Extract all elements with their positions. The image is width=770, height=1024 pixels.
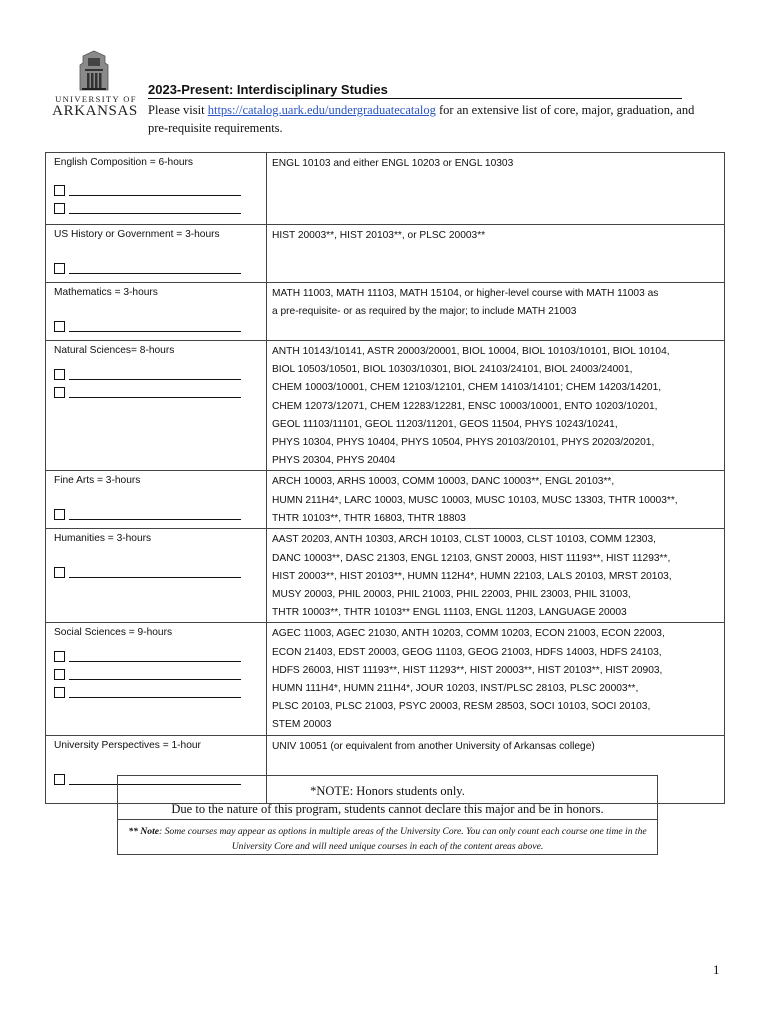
course-list-line: STEM 20003 [272, 719, 332, 731]
checkbox[interactable] [54, 369, 65, 380]
honors-note-line2: Due to the nature of this program, students cannot declare this major and be in honors. [171, 802, 604, 816]
course-blank-line[interactable] [69, 370, 241, 380]
requirement-row [46, 341, 725, 471]
course-checkbox-row[interactable] [54, 380, 260, 398]
checkbox[interactable] [54, 687, 65, 698]
course-checkbox-row[interactable] [54, 178, 260, 196]
requirement-row [46, 283, 725, 341]
course-checkbox-row[interactable] [54, 314, 260, 332]
logo-university-of: UNIVERSITY OF [55, 94, 137, 104]
course-list-line: HDFS 26003, HIST 11193**, HIST 11293**, HIST 20003**, HIST 20103**, HIST 20903, [272, 664, 663, 676]
course-list-line: CHEM 10003/10001, CHEM 12103/12101, CHEM 14103/14101; CHEM 14203/14201, [272, 382, 662, 394]
course-list-line: PHYS 20304, PHYS 20404 [272, 455, 396, 467]
requirement-area-label: Mathematics = 3-hours [54, 287, 158, 298]
course-checkbox-row[interactable] [54, 256, 260, 274]
honors-note-box [117, 775, 658, 855]
requirement-area-label: Fine Arts = 3-hours [54, 475, 141, 487]
requirement-row [46, 225, 725, 283]
course-list-line: THTR 10103**, THTR 16803, THTR 18803 [272, 512, 466, 524]
intro-after: for an extensive list of core, major, graduation, and pre-requisite requirements. [148, 103, 695, 135]
course-list-line: AAST 20203, ANTH 10303, ARCH 10103, CLST 10003, CLST 10103, COMM 12303, [272, 534, 656, 546]
checkbox[interactable] [54, 509, 65, 520]
course-list-line: ECON 21403, EDST 20003, GEOG 11103, GEOG 21003, HDFS 14003, HDFS 24103, [272, 646, 662, 658]
course-list-line: PHYS 10304, PHYS 10404, PHYS 10504, PHYS 20103/20101, PHYS 20203/20201, [272, 437, 655, 449]
course-checkbox-row[interactable] [54, 680, 260, 698]
course-list-line: MUSY 20003, PHIL 20003, PHIL 21003, PHIL 22003, PHIL 23003, PHIL 31003, [272, 589, 631, 601]
requirement-area-label: Natural Sciences= 8-hours [54, 345, 175, 356]
intro-before: Please visit [148, 103, 208, 117]
requirement-area-label: Humanities = 3-hours [54, 533, 152, 545]
requirement-area-label: US History or Government = 3-hours [54, 229, 220, 240]
requirement-area-cell [46, 225, 267, 283]
course-list-line: UNIV 10051 (or equivalent from another University of Arkansas college) [272, 740, 595, 752]
course-list-line: HIST 20003**, HIST 20103**, or PLSC 20003** [272, 230, 486, 241]
requirement-area-label: Social Sciences = 9-hours [54, 627, 173, 639]
course-blank-line[interactable] [69, 568, 241, 578]
page-title: 2023-Present: Interdisciplinary Studies [148, 82, 682, 99]
checkbox[interactable] [54, 203, 65, 214]
honors-note [118, 776, 657, 820]
checkbox[interactable] [54, 774, 65, 785]
checkbox[interactable] [54, 669, 65, 680]
requirement-area-label: University Perspectives = 1-hour [54, 739, 201, 751]
requirement-courses-cell [267, 283, 725, 341]
university-logo [52, 50, 138, 120]
course-list-line: ANTH 10143/10141, ASTR 20003/20001, BIOL 10004, BIOL 10103/10101, BIOL 10104, [272, 346, 670, 357]
requirement-courses-cell [267, 471, 725, 529]
requirement-area-cell [46, 341, 267, 471]
requirement-courses-cell [267, 623, 725, 735]
course-list-line: BIOL 10503/10501, BIOL 10303/10301, BIOL 24103/24101, BIOL 24003/24001, [272, 364, 633, 376]
course-list-line: GEOL 11103/11101, GEOL 11203/11201, GEOS 11504, PHYS 10243/10241, [272, 418, 618, 430]
checkbox[interactable] [54, 387, 65, 398]
course-checkbox-row[interactable] [54, 196, 260, 214]
course-blank-line[interactable] [69, 510, 241, 520]
course-list-line: ARCH 10003, ARHS 10003, COMM 10003, DANC 10003**, ENGL 20103**, [272, 476, 615, 488]
course-list-line: DANC 10003**, DASC 21303, ENGL 12103, GNST 20003, HIST 11193**, HIST 11293**, [272, 552, 671, 564]
requirement-row [46, 623, 725, 735]
requirement-area-cell [46, 471, 267, 529]
course-list-line: THTR 10003**, THTR 10103** ENGL 11103, ENGL 11203, LANGUAGE 20003 [272, 607, 627, 619]
checkbox[interactable] [54, 263, 65, 274]
honors-note-line1: *NOTE: Honors students only. [310, 784, 465, 798]
course-blank-line[interactable] [69, 688, 241, 698]
course-blank-line[interactable] [69, 670, 241, 680]
course-list-line: PLSC 20103, PLSC 21003, PSYC 20003, RESM 28503, SOCI 10103, SOCI 20103, [272, 701, 651, 713]
course-checkbox-row[interactable] [54, 362, 260, 380]
old-main-tower-icon [79, 50, 109, 92]
requirement-courses-cell [267, 341, 725, 471]
requirement-row [46, 153, 725, 225]
requirement-area-label: English Composition = 6-hours [54, 157, 194, 168]
requirement-area-cell [46, 153, 267, 225]
catalog-link[interactable]: https://catalog.uark.edu/undergraduatecatalog [207, 103, 436, 117]
requirements-table [45, 152, 725, 804]
course-list-line: HUMN 111H4*, HUMN 211H4*, JOUR 10203, INST/PLSC 28103, PLSC 20003**, [272, 683, 639, 695]
core-course-note [118, 820, 657, 854]
requirement-courses-cell [267, 529, 725, 623]
course-blank-line[interactable] [69, 264, 241, 274]
core-note-label: ** Note [128, 826, 160, 837]
requirement-area-cell [46, 529, 267, 623]
course-list-line: AGEC 11003, AGEC 21030, ANTH 10203, COMM 10203, ECON 21003, ECON 22003, [272, 628, 665, 640]
logo-arkansas: ARKANSAS [52, 103, 138, 119]
course-blank-line[interactable] [69, 186, 241, 196]
course-list-line: a pre-requisite- or as required by the major; to include MATH 21003 [272, 306, 577, 318]
course-blank-line[interactable] [69, 388, 241, 398]
requirement-area-cell [46, 623, 267, 735]
course-checkbox-row[interactable] [54, 560, 260, 578]
requirement-courses-cell [267, 153, 725, 225]
requirement-row [46, 529, 725, 623]
checkbox[interactable] [54, 567, 65, 578]
course-blank-line[interactable] [69, 652, 241, 662]
intro-text [148, 101, 708, 137]
course-checkbox-row[interactable] [54, 662, 260, 680]
page-number: 1 [713, 962, 720, 977]
course-checkbox-row[interactable] [54, 502, 260, 520]
course-list-line: HIST 20003**, HIST 20103**, HUMN 112H4*, HUMN 22103, LALS 20103, MRST 20103, [272, 570, 672, 582]
requirement-courses-cell [267, 225, 725, 283]
checkbox[interactable] [54, 321, 65, 332]
requirement-area-cell [46, 283, 267, 341]
course-blank-line[interactable] [69, 204, 241, 214]
course-list-line: ENGL 10103 and either ENGL 10203 or ENGL 10303 [272, 158, 514, 169]
course-checkbox-row[interactable] [54, 644, 260, 662]
course-list-line: MATH 11003, MATH 11103, MATH 15104, or higher-level course with MATH 11003 as [272, 288, 659, 299]
core-note-text: : Some courses may appear as options in multiple areas of the University Core. You can only count each course one time in the University Core and will need unique courses in each of the content areas above. [159, 826, 647, 852]
course-list-line: HUMN 211H4*, LARC 10003, MUSC 10003, MUSC 10103, MUSC 13303, THTR 10003**, [272, 494, 678, 506]
course-blank-line[interactable] [69, 322, 241, 332]
course-list-line: CHEM 12073/12071, CHEM 12283/12281, ENSC 10003/10001, ENTO 10203/10201, [272, 400, 658, 412]
checkbox[interactable] [54, 185, 65, 196]
requirement-row [46, 471, 725, 529]
checkbox[interactable] [54, 651, 65, 662]
